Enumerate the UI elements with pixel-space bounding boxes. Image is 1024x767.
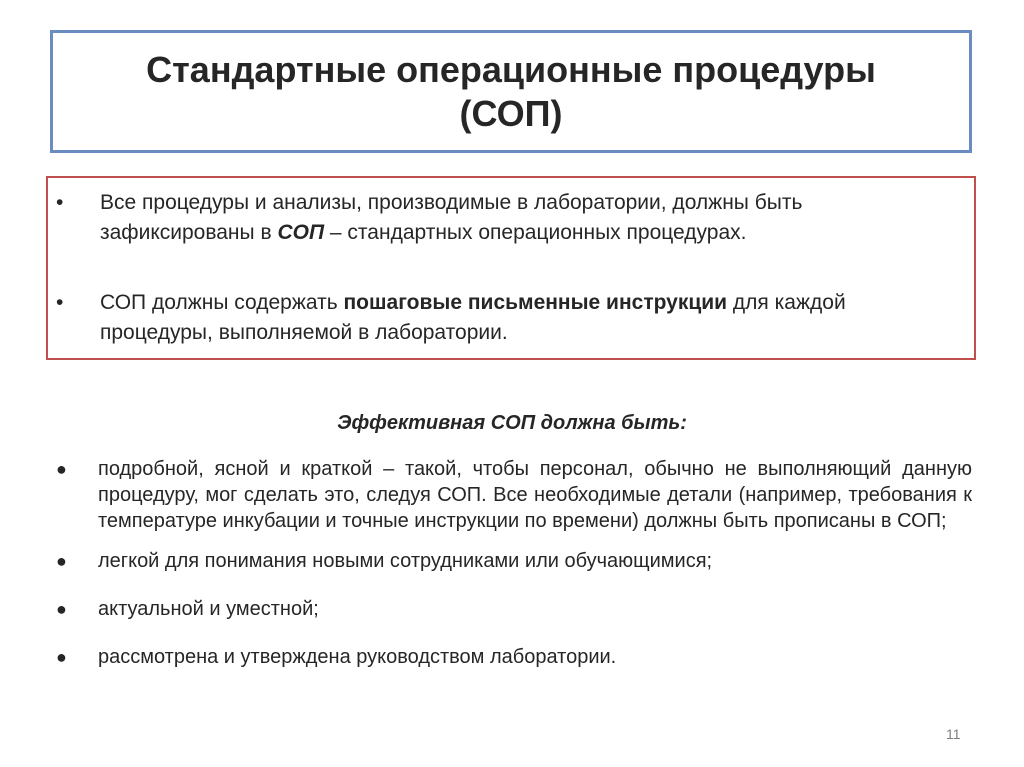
bullet-icon: • [56,291,64,314]
info-bullet-text: Все процедуры и анализы, производимые в лаборатории, должны быть зафиксированы в СОП – стандартных операционных процедурах. [100,191,803,244]
criteria-list [52,456,972,670]
info-bullet-item [56,188,936,248]
list-item-text: актуальной и уместной; [98,598,319,620]
bullet-icon: ● [56,459,67,479]
emphasis-text: пошаговые письменные инструкции [343,291,728,314]
page-number: 11 [946,726,961,742]
info-bullet-text: СОП должны содержать пошаговые письменные инструкции для каждой процедуры, выполняемой в лаборатории. [100,291,846,344]
list-item [52,548,972,574]
slide-title-line-2: (СОП) [459,92,563,134]
list-item [52,644,972,670]
list-item-text: легкой для понимания новыми сотрудниками или обучающимися; [98,550,713,572]
title-box [50,30,972,153]
bullet-icon: ● [56,599,67,619]
bullet-icon: ● [56,551,67,571]
info-box [46,176,976,360]
info-bullet-item [56,288,936,348]
emphasis-text: СОП [277,221,325,244]
subheading: Эффективная СОП должна быть: [337,412,687,434]
list-item-text: подробной, ясной и краткой – такой, чтобы персонал, обычно не выполняющий данную процедуру, мог сделать это, следуя СОП. Все необходимые детали (например, требования к температуре инкубации и точные инструкции по времени) должны быть прописаны в СОП; [98,458,972,532]
slide-title-line-1: Стандартные операционные процедуры [146,48,876,90]
list-item-text: рассмотрена и утверждена руководством лаборатории. [98,646,617,668]
list-item [52,596,972,622]
bullet-icon: ● [56,647,67,667]
bullet-icon: • [56,191,64,214]
list-item [52,456,972,534]
